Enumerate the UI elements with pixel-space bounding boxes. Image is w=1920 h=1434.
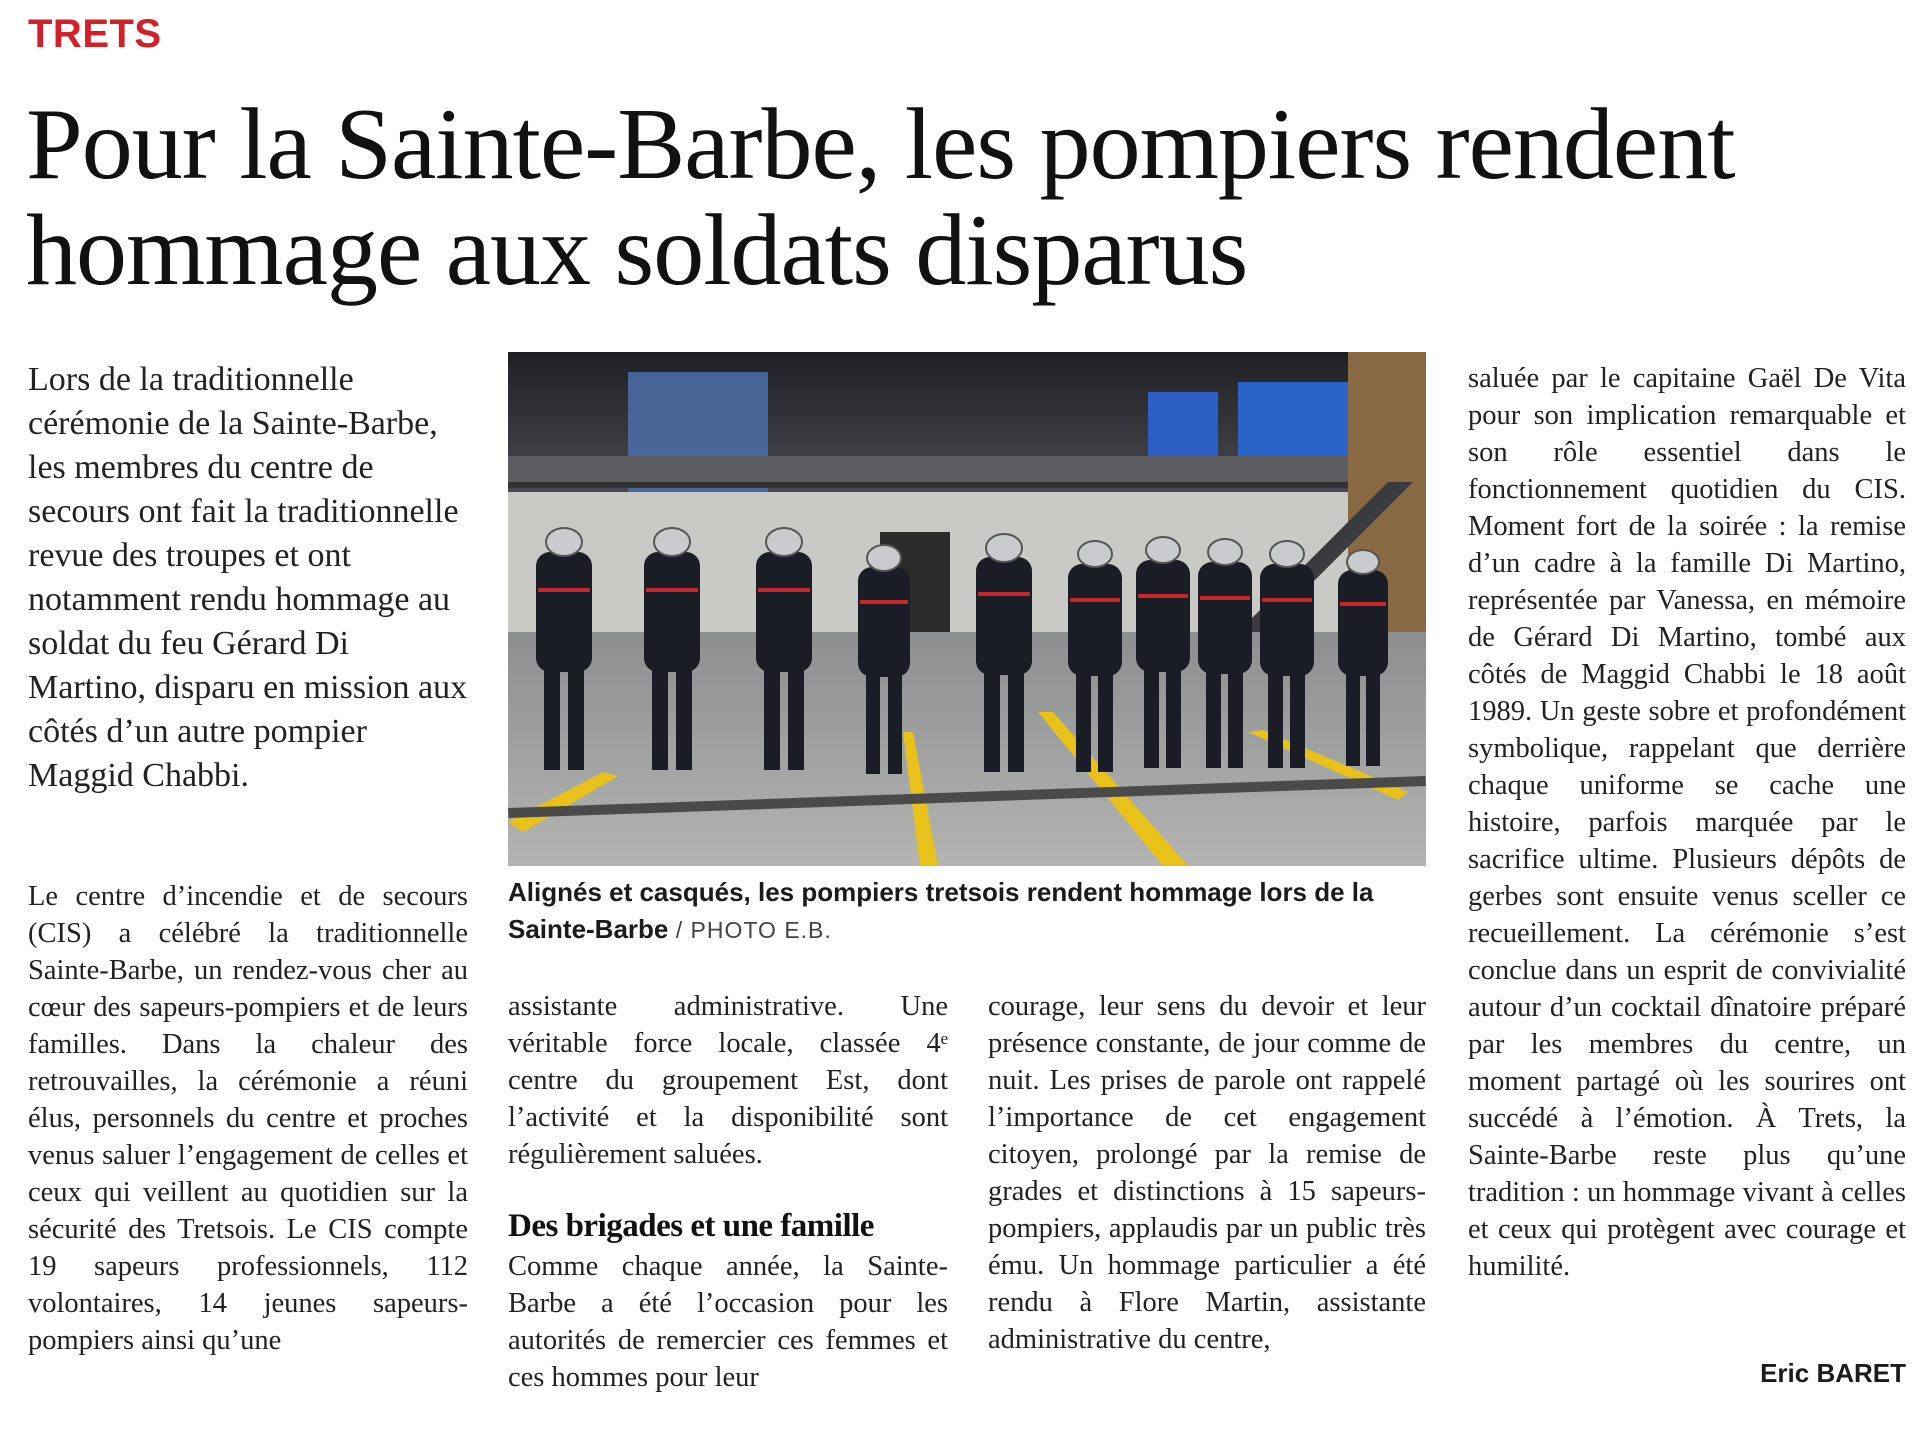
body-paragraph: courage, leur sens du devoir et leur présence constante, de jour comme de nuit. Les prises de parole ont rappelé l’importance de cet engagement citoyen, prolongé par la remise de grades et distinctions à 15 sapeurs-pompiers, applaudis par un public très ému. Un hommage particulier a été rendu à Flore Martin, assistante administrative du centre, <box>988 991 1426 1355</box>
article-lead: Lors de la traditionnelle cérémonie de la Sainte-Barbe, les membres du centre de secours ont fait la traditionnelle revue des troupes et ont notamment rendu hommage au soldat du feu Gérard Di Martino, disparu en mission aux côtés d’un autre pompier Maggid Chabbi. <box>28 361 468 794</box>
body-column-4 <box>1468 360 1906 1285</box>
article-subheading: Des brigades et une famille <box>508 1208 874 1244</box>
section-kicker: TRETS <box>28 12 162 56</box>
article-photo <box>508 352 1426 866</box>
article-headline: Pour la Sainte-Barbe, les pompiers rendent hommage aux soldats disparus <box>26 88 1735 307</box>
body-paragraph: Le centre d’incendie et de secours (CIS) a célébré la traditionnelle Sainte-Barbe, un rendez-vous cher au cœur des sapeurs-pompiers et de leurs familles. Dans la chaleur des retrouvailles, la cérémonie a réuni élus, personnels du centre et proches venus saluer l’engagement de celles et ceux qui veillent au quotidien sur la sécurité des Tretsois. Le CIS compte 19 sapeurs professionnels, 112 volontaires, 14 jeunes sapeurs-pompiers ainsi qu’une <box>28 881 468 1356</box>
photo-caption-text: Alignés et casqués, les pompiers tretsois rendent hommage lors de la Sainte-Barbe <box>508 877 1374 944</box>
body-paragraph: saluée par le capitaine Gaël De Vita pour son implication remarquable et son rôle essentiel dans le fonctionnement quotidien du CIS. Moment fort de la soirée : la remise d’un cadre à la famille Di Martino, représentée par Vanessa, en mémoire de Gérard Di Martino, tombé aux côtés de Maggid Chabbi le 18 août 1989. Un geste sobre et profondément symbolique, rappelant que derrière chaque uniforme se cache une histoire, parfois marquée par le sacrifice ultime. Plusieurs dépôts de gerbes sont ensuite venus sceller ce recueillement. La cérémonie s’est conclue dans un esprit de convivialité autour d’un cocktail dînatoire préparé par les membres du centre, un moment partagé où les sourires ont succédé à l’émotion. À Trets, la Sainte-Barbe reste plus qu’une tradition : un hommage vivant à celles et ceux qui protègent avec courage et humilité. <box>1468 363 1906 1282</box>
author-byline: Eric BARET <box>1760 1358 1906 1388</box>
body-paragraph: Comme chaque année, la Sainte-Barbe a été l’occasion pour les autorités de remercier ces femmes et ces hommes pour leur <box>508 1251 948 1393</box>
body-column-2-top <box>508 988 948 1173</box>
photo-credit: / PHOTO E.B. <box>668 917 832 943</box>
body-column-1 <box>28 878 468 1359</box>
firefighters-photo-illustration <box>508 352 1426 866</box>
photo-caption <box>508 874 1428 949</box>
body-column-2-bottom <box>508 1248 948 1396</box>
body-paragraph: assistante administrative. Une véritable force locale, classée 4ᵉ centre du groupement Est, dont l’activité et la disponibilité sont régulièrement saluées. <box>508 991 948 1170</box>
body-column-3 <box>988 988 1426 1358</box>
